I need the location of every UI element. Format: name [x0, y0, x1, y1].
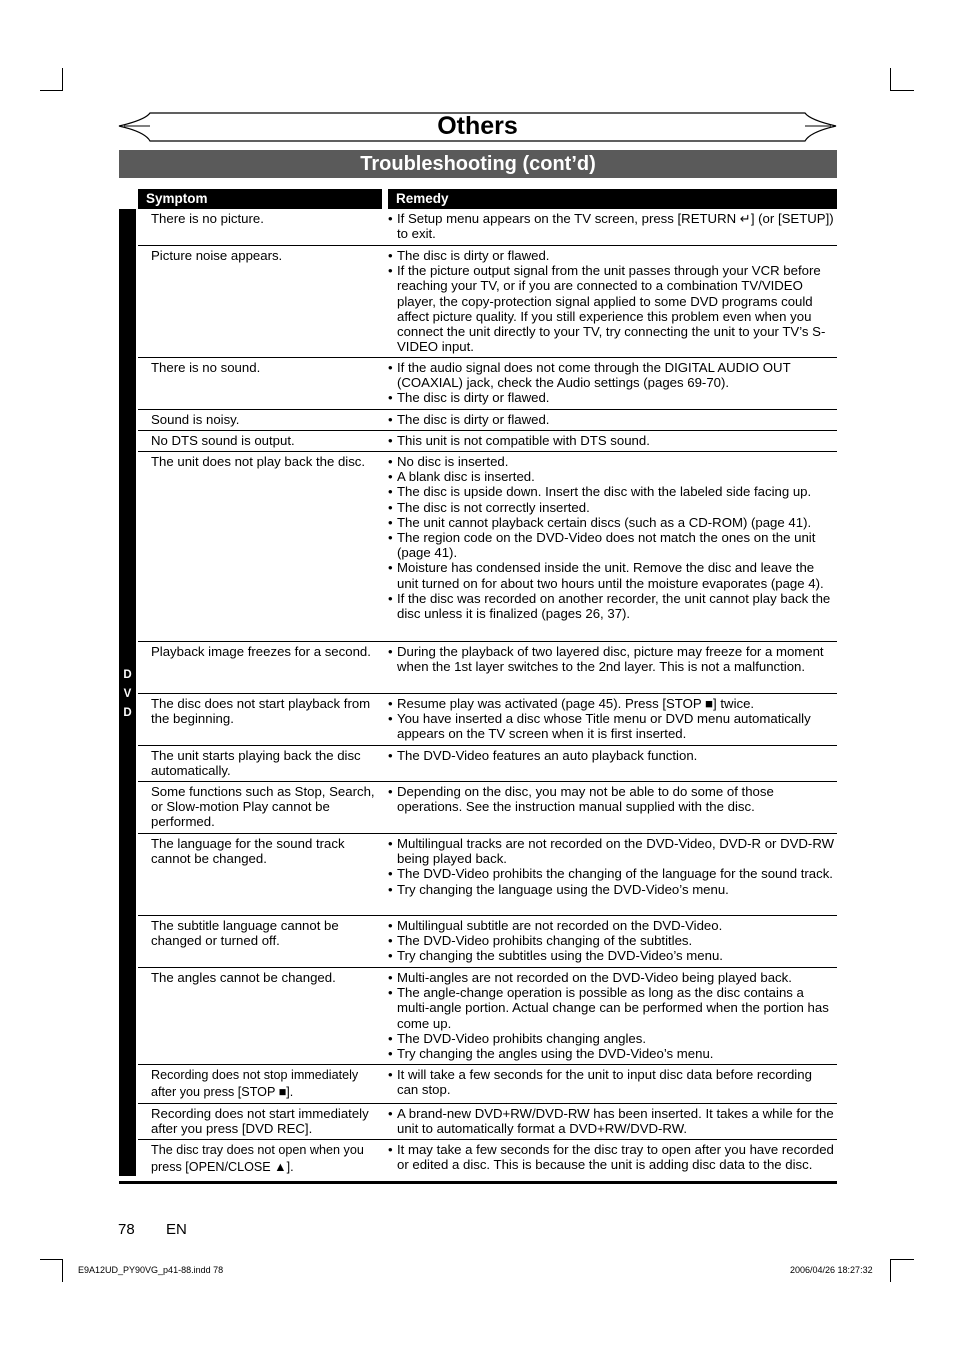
page-number: 78 [118, 1221, 135, 1238]
remedy-item: • The disc is not correctly inserted. [388, 500, 836, 515]
remedy-item: • If the audio signal does not come through the DIGITAL AUDIO OUT (COAXIAL) jack, check the Audio settings (pages 69-70). [388, 360, 836, 390]
crop-mark [890, 68, 891, 91]
remedy-item: • Try changing the angles using the DVD-Video’s menu. [388, 1046, 836, 1061]
table-row [138, 694, 837, 746]
symptom-cell: The disc tray does not open when you press [OPEN/CLOSE ▲]. [151, 1143, 364, 1174]
table-row [138, 358, 837, 410]
table-row [138, 746, 837, 782]
crop-mark [890, 1259, 914, 1260]
category-letter: D [123, 669, 132, 681]
symptom-cell: The unit starts playing back the disc automatically. [151, 748, 361, 779]
remedy-list [388, 784, 836, 814]
table-row [138, 834, 837, 916]
remedy-item: • The disc is upside down. Insert the disc with the labeled side facing up. [388, 484, 836, 499]
symptom-cell: No DTS sound is output. [151, 433, 295, 448]
bottom-rule [119, 1181, 837, 1184]
file-info: E9A12UD_PY90VG_p41-88.indd 78 [78, 1265, 224, 1275]
table-row [138, 431, 837, 452]
symptom-cell: There is no picture. [151, 211, 264, 226]
remedy-item: • Try changing the subtitles using the DVD-Video’s menu. [388, 948, 836, 963]
category-sidebar [119, 209, 136, 1176]
remedy-item: • If the picture output signal from the unit passes through your VCR before reaching your TV, or if you are connected to a combination TV/VIDEO player, the copy-protection signal applied to some DVD programs could affect picture quality. If you still experience this problem even when you connect the unit directly to your TV, try connecting the unit to your TV’s S-VIDEO input. [388, 263, 836, 354]
remedy-list [388, 360, 836, 406]
remedy-item: • You have inserted a disc whose Title menu or DVD menu automatically appears on the TV screen when it is first inserted. [388, 711, 836, 741]
category-letter: V [123, 688, 132, 700]
symptom-cell: Recording does not start immediately after you press [DVD REC]. [151, 1106, 369, 1137]
symptom-cell: The angles cannot be changed. [151, 970, 336, 985]
remedy-item: • The angle-change operation is possible as long as the disc contains a multi-angle portion. Actual change can be performed when the portion has come up. [388, 985, 836, 1031]
remedy-item: • Multilingual subtitle are not recorded on the DVD-Video. [388, 918, 836, 933]
remedy-item: • The DVD-Video prohibits changing of the subtitles. [388, 933, 836, 948]
remedy-item: • A brand-new DVD+RW/DVD-RW has been inserted. It takes a while for the unit to automatically format a DVD+RW/DVD-RW. [388, 1106, 836, 1136]
remedy-item: • During the playback of two layered disc, picture may freeze for a moment when the 1st layer switches to the 2nd layer. This is not a malfunction. [388, 644, 836, 674]
table-row [138, 968, 837, 1065]
remedy-list [388, 836, 836, 897]
remedy-item: • The disc is dirty or flawed. [388, 412, 836, 427]
table-row [138, 1104, 837, 1140]
remedy-item: • Multi-angles are not recorded on the DVD-Video being played back. [388, 970, 836, 985]
remedy-list [388, 918, 836, 964]
crop-mark [890, 1259, 891, 1282]
remedy-item: • It may take a few seconds for the disc tray to open after you have recorded or edited a disc. This is because the unit is adding disc data to the disc. [388, 1142, 836, 1172]
remedy-item: • The disc is dirty or flawed. [388, 248, 836, 263]
symptom-cell: Picture noise appears. [151, 248, 283, 263]
remedy-item: • No disc is inserted. [388, 454, 836, 469]
remedy-list [388, 433, 836, 448]
symptom-cell: The subtitle language cannot be changed or turned off. [151, 918, 339, 949]
remedy-item: • The region code on the DVD-Video does not match the ones on the unit (page 41). [388, 530, 836, 560]
symptom-cell: Sound is noisy. [151, 412, 240, 427]
symptom-cell: The unit does not play back the disc. [151, 454, 366, 469]
symptom-cell: The disc does not start playback from the beginning. [151, 696, 371, 727]
remedy-list [388, 1142, 836, 1172]
remedy-list [388, 970, 836, 1061]
remedy-list [388, 748, 836, 763]
remedy-item: • The unit cannot playback certain discs (such as a CD-ROM) (page 41). [388, 515, 836, 530]
table-row [138, 209, 837, 246]
symptom-cell: There is no sound. [151, 360, 261, 375]
remedy-item: • Try changing the language using the DVD-Video’s menu. [388, 882, 836, 897]
page-title: Troubleshooting (cont’d) [119, 150, 837, 178]
troubleshooting-table [138, 209, 837, 1191]
remedy-list [388, 211, 836, 241]
table-row [138, 1065, 837, 1104]
remedy-item: • The DVD-Video prohibits changing angles. [388, 1031, 836, 1046]
remedy-list [388, 248, 836, 354]
table-row [138, 410, 837, 431]
date-info: 2006/04/26 18:27:32 [790, 1265, 873, 1275]
remedy-item: • Depending on the disc, you may not be able to do some of those operations. See the instruction manual supplied with the disc. [388, 784, 836, 814]
crop-mark [40, 90, 63, 91]
remedy-list [388, 454, 836, 621]
crop-mark [62, 1259, 63, 1282]
remedy-item: • The disc is dirty or flawed. [388, 390, 836, 405]
remedy-list [388, 644, 836, 674]
table-row [138, 452, 837, 642]
remedy-item: • It will take a few seconds for the unit to input disc data before recording can stop. [388, 1067, 836, 1097]
remedy-item: • If Setup menu appears on the TV screen, press [RETURN ↵] (or [SETUP]) to exit. [388, 211, 836, 241]
category-label [119, 666, 136, 723]
symptom-cell: Playback image freezes for a second. [151, 644, 371, 659]
remedy-item: • A blank disc is inserted. [388, 469, 836, 484]
symptom-column-header: Symptom [138, 189, 382, 209]
section-title: Others [437, 112, 518, 140]
symptom-cell: Some functions such as Stop, Search, or Slow-motion Play cannot be performed. [151, 784, 375, 830]
symptom-cell: Recording does not stop immediately after you press [STOP ■]. [151, 1068, 359, 1099]
table-row [138, 642, 837, 694]
remedy-item: • This unit is not compatible with DTS sound. [388, 433, 836, 448]
section-banner [118, 110, 837, 144]
remedy-item: • The DVD-Video features an auto playback function. [388, 748, 836, 763]
crop-mark [40, 1259, 63, 1260]
remedy-item: • The DVD-Video prohibits the changing of the language for the sound track. [388, 866, 836, 881]
remedy-item: • Resume play was activated (page 45). Press [STOP ■] twice. [388, 696, 836, 711]
table-row [138, 246, 837, 358]
remedy-list [388, 412, 836, 427]
symptom-cell: The language for the sound track cannot be changed. [151, 836, 345, 867]
remedy-list [388, 1106, 836, 1136]
page-language: EN [166, 1221, 187, 1238]
table-row [138, 916, 837, 968]
table-row [138, 782, 837, 834]
remedy-item: • If the disc was recorded on another recorder, the unit cannot play back the disc unless it is finalized (pages 26, 37). [388, 591, 836, 621]
remedy-item: • Multilingual tracks are not recorded on the DVD-Video, DVD-R or DVD-RW being played back. [388, 836, 836, 866]
remedy-item: • Moisture has condensed inside the unit. Remove the disc and leave the unit turned on for about two hours until the moisture evaporates (page 4). [388, 560, 836, 590]
crop-mark [62, 68, 63, 91]
category-letter: D [123, 707, 132, 719]
remedy-list [388, 696, 836, 742]
remedy-list [388, 1067, 836, 1097]
crop-mark [890, 90, 914, 91]
remedy-column-header: Remedy [388, 189, 837, 209]
